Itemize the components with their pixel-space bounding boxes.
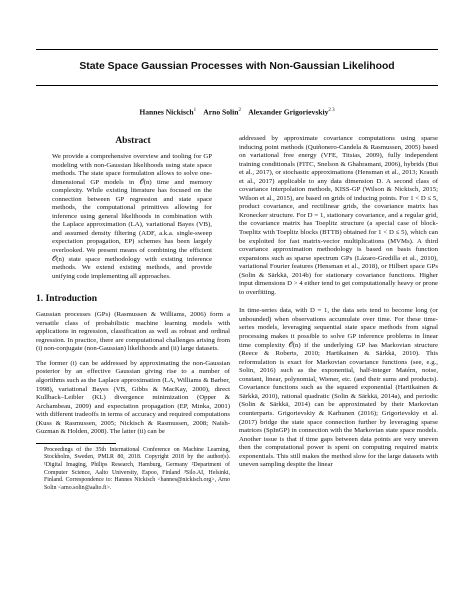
paper-title: State Space Gaussian Processes with Non-Gaussian Likelihood bbox=[79, 61, 395, 72]
title-bottom-rule bbox=[36, 85, 438, 86]
author-name: Arno Solin bbox=[203, 107, 239, 117]
left-column bbox=[36, 135, 230, 492]
abstract-heading: Abstract bbox=[115, 136, 151, 146]
body-paragraph: addressed by approximate covariance computations using sparse inducing point methods (Quiñonero-Candela & Rasmussen, 2005) based on variational free energy (VFE, Titsias, 2009), fully independent training conditionals (FITC, Snelson & Ghahramani, 2006), hybrids (Bui et al., 2017), or stochastic approximations (Hensman et al., 2013; Krauth et al., 2017) applicable to any data dimension D. A second class of covariance interpolation methods, KISS-GP (Wilson & Nickisch, 2015; Wilson et al., 2015), are based on grids of inducing points. For 1 < D ≤ 5, product covariance, and rectilinear grids, the covariance matrix has Kronecker structure. For D = 1, stationary covariance, and a regular grid, the covariance matrix has Toeplitz structure (a special case of block-Toeplitz with Toeplitz blocks (BTTB) obtained for 1 < D ≤ 5), which can be exploited for fast matrix-vector multiplications (MVMs). A third covariance approximation methodology is based on basis function expansions such as sparse spectrum GPs (Lázaro-Gredilla et al., 2010), variational Fourier features (Hensman et al., 2018), or Hilbert space GPs (Solin & Särkkä, 2014b) for stationary covariance functions. Higher input dimensions D > 4 either tend to get computationally heavy or prone to overfitting. bbox=[239, 135, 438, 296]
footnote: Proceedings of the 35th International Conference on Machine Learning, Stockholm, Sweden, PMLR 80, 2018. Copyright 2018 by the author(s). ¹Digital Imaging, Philips Research, Hamburg, Germany ²Department of Computer Science, Aalto University, Espoo, Finland ³Silo.AI, Helsinki, Finland. Correspondence to: Hannes Nickisch <hannes@nickisch.org>, Arno Solin <arno.solin@aalto.fi>. bbox=[44, 446, 230, 491]
affiliation-mark: 2 3 bbox=[328, 108, 335, 113]
author-name: Hannes Nickisch bbox=[139, 107, 194, 117]
section-heading-introduction: 1. Introduction bbox=[36, 294, 98, 305]
affiliation-mark: 1 bbox=[193, 108, 197, 113]
footnote-rule bbox=[36, 443, 116, 444]
abstract-text: We provide a comprehensive overview and tooling for GP modeling with non-Gaussian likelihoods using state space methods. The state space formulation allows to solve one-dimensional GP models in 𝒪(n) time and memory complexity. While existing literature has focused on the connection between GP regression and state space methods, the computational primitives allowing for inference using general likelihoods in combination with the Laplace approximation (LA), variational Bayes (VB), and assumed density filtering (ADF, a.k.a. single-sweep expectation propagation, EP) schemes has been largely overlooked. We present means of combining the efficient 𝒪(n) state space methodology with existing inference methods. We extend existing methods, and provide unifying code implementing all approaches. bbox=[52, 153, 212, 280]
body-paragraph: The former (i) can be addressed by approximating the non-Gaussian posterior by an effective Gaussian giving rise to a number of algorithms such as the Laplace approximation (LA, Williams & Barber, 1998), variational Bayes (VB, Gibbs & MacKay, 2000), direct Kullback–Leibler (KL) divergence minimization (Opper & Archambeau, 2009) and expectation propagation (EP, Minka, 2001) with different tradeoffs in terms of accuracy and required computations (Kuss & Rasmussen, 2005; Nickisch & Rasmussen, 2008; Naish-Guzman & Holden, 2008). The latter (ii) can be bbox=[36, 359, 230, 436]
right-column bbox=[239, 135, 438, 476]
author-line bbox=[36, 106, 438, 117]
body-paragraph: In time-series data, with D = 1, the data sets tend to become long (or unbounded) when observations accumulate over time. For these time-series models, leveraging sequential state space methods from signal processing makes it possible to solve GP inference problems in linear time complexity 𝒪(n) if the underlying GP has Markovian structure (Reece & Roberts, 2010; Hartikainen & Särkkä, 2010). This reformulation is exact for Markovian covariance functions (see, e.g., Solin, 2016) such as the exponential, half-integer Matérn, noise, constant, linear, polynomial, Wiener, etc. (and their sums and products). Covariance functions such as the squared exponential (Hartikainen & Särkkä, 2010), rational quadratic (Solin & Särkkä, 2014a), and periodic (Solin & Särkkä, 2014) can be approximated by their Markovian counterparts. Grigorievskiy & Karhunen (2016); Grigorievskiy et al. (2017) bridge the state space connection further by leveraging sparse matrices (SpInGP) in connection with the Markovian state space models. Another issue is that if time gaps between data points are very uneven then the computational power is spent on computing required matrix exponentials. This still makes the method slow for the large datasets with uneven sampling despite the linear bbox=[239, 307, 438, 469]
author-name: Alexander Grigorievskiy bbox=[248, 107, 329, 117]
affiliation-mark: 2 bbox=[238, 108, 241, 113]
title-top-rule bbox=[36, 49, 438, 50]
body-paragraph: Gaussian processes (GPs) (Rasmussen & Williams, 2006) form a versatile class of probabilistic machine learning models with applications in regression, classification as well as robust and ordinal regression. In practice, there are computational challenges arising from (i) non-conjugate (non-Gaussian) likelihoods and (ii) large datasets. bbox=[36, 311, 230, 353]
